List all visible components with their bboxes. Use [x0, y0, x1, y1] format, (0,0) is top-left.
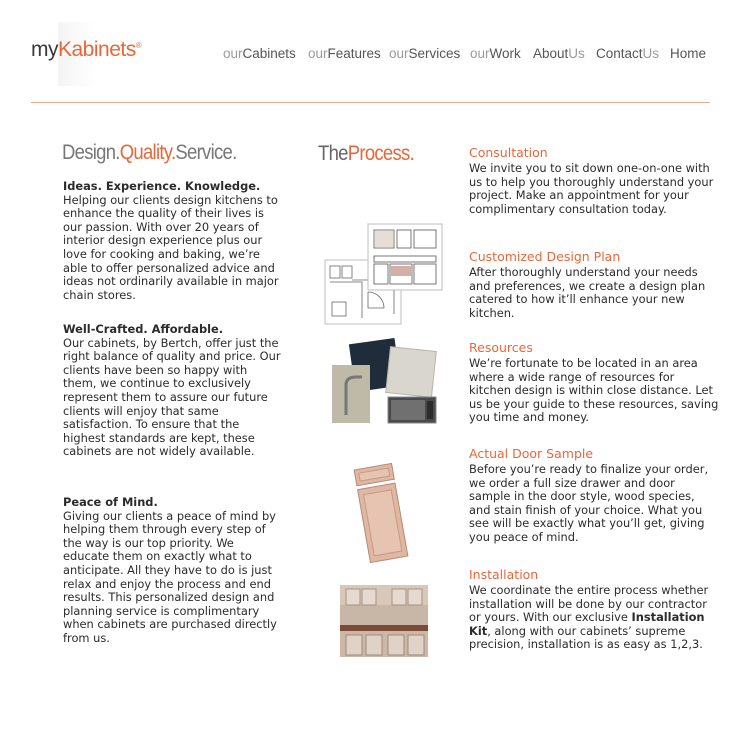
nav-about-us[interactable]: AboutUs: [533, 46, 585, 61]
logo-brand: Kabinets: [58, 38, 136, 61]
resources-samples-image: [330, 335, 440, 431]
left-block-body: Giving our clients a peace of mind by helping them through every step of the way is our top priority. We educate them on exactly what to anticipate. All they have to do is just relax and enjoy the process and end results. This personalized design and planning service is complimentary when cabinets are purchased directly from us.: [63, 508, 277, 645]
installation-kit-label: Installation Kit: [469, 610, 705, 638]
left-block-ideas: [63, 180, 283, 302]
left-block-body: Helping our clients design kitchens to enhance the quality of their lives is our passion. With over 20 years of interior design experience plus our love for cooking and baking, we’re able to offer personalized advice and ideas not ordinarily available in major chain stores.: [63, 192, 279, 302]
design-plan-drawings-image: [322, 222, 446, 326]
process-step-body: We coordinate the entire process whether installation will be done by our contractor or yours. With our exclusive: [469, 583, 709, 625]
left-block-title: Peace of Mind.: [63, 495, 158, 509]
left-block-title: Well-Crafted. Affordable.: [63, 322, 224, 336]
nav-contact-us[interactable]: ContactUs: [596, 46, 660, 61]
process-step-body: After thoroughly understand your needs and preferences, we create a design plan catered to how it’ll enhance your new kitchen.: [469, 265, 706, 320]
process-step-consultation: [469, 145, 719, 216]
left-block-body: Our cabinets, by Bertch, offer just the right balance of quality and price. Our clients have been so happy with them, we continue to exclusively represent them to assure our future clients will enjoy that same satisfaction. To ensure that the highest standards are kept, these cabinets are not widely available.: [63, 335, 281, 459]
door-sample-image: [350, 462, 412, 564]
process-step-title: Resources: [469, 340, 533, 355]
nav-our-work[interactable]: ourWork: [470, 46, 521, 61]
process-step-body: Before you’re ready to finalize your order, we order a full size drawer and door sample in the door style, wood species, and stain finish of your choice. What you see will be exactly what you’ll get, giving you peace of mind.: [469, 462, 709, 544]
process-step-title: Installation: [469, 567, 539, 582]
nav-our-services[interactable]: ourServices: [389, 46, 461, 61]
logo-prefix: my: [31, 38, 58, 61]
nav-home[interactable]: Home: [670, 46, 707, 61]
process-step-installation: [469, 567, 719, 652]
nav-our-features[interactable]: ourFeatures: [308, 46, 381, 61]
site-logo[interactable]: [31, 38, 141, 62]
installed-kitchen-photo: [340, 585, 428, 657]
process-step-title: Customized Design Plan: [469, 249, 621, 264]
section-heading-the-process: TheProcess.: [318, 142, 415, 165]
process-step-body: We invite you to sit down one-on-one with us to help you thoroughly understand your project. Make an appointment for your complimentary consultation today.: [469, 161, 714, 216]
left-block-peace-of-mind: [63, 496, 283, 646]
process-step-actual-door-sample: [469, 446, 719, 545]
left-block-well-crafted: [63, 323, 283, 459]
process-step-resources: [469, 340, 719, 425]
logo-registered-mark: ®: [135, 41, 142, 50]
section-heading-design-quality-service: Design.Quality.Service.: [62, 141, 237, 164]
process-step-body-continued: , along with our cabinets’ supreme precision, installation is as easy as 1,2,3.: [469, 623, 703, 652]
process-step-body: We’re fortunate to be located in an area where a wide range of resources for kitchen design is within close distance. Let us be your guide to these resources, saving you time and money.: [469, 356, 719, 425]
process-step-customized-design-plan: [469, 249, 719, 320]
header-divider: [31, 102, 710, 103]
process-step-title: Actual Door Sample: [469, 446, 594, 461]
process-step-title: Consultation: [469, 145, 548, 160]
nav-our-cabinets[interactable]: ourCabinets: [223, 46, 296, 61]
left-block-title: Ideas. Experience. Knowledge.: [63, 179, 261, 193]
